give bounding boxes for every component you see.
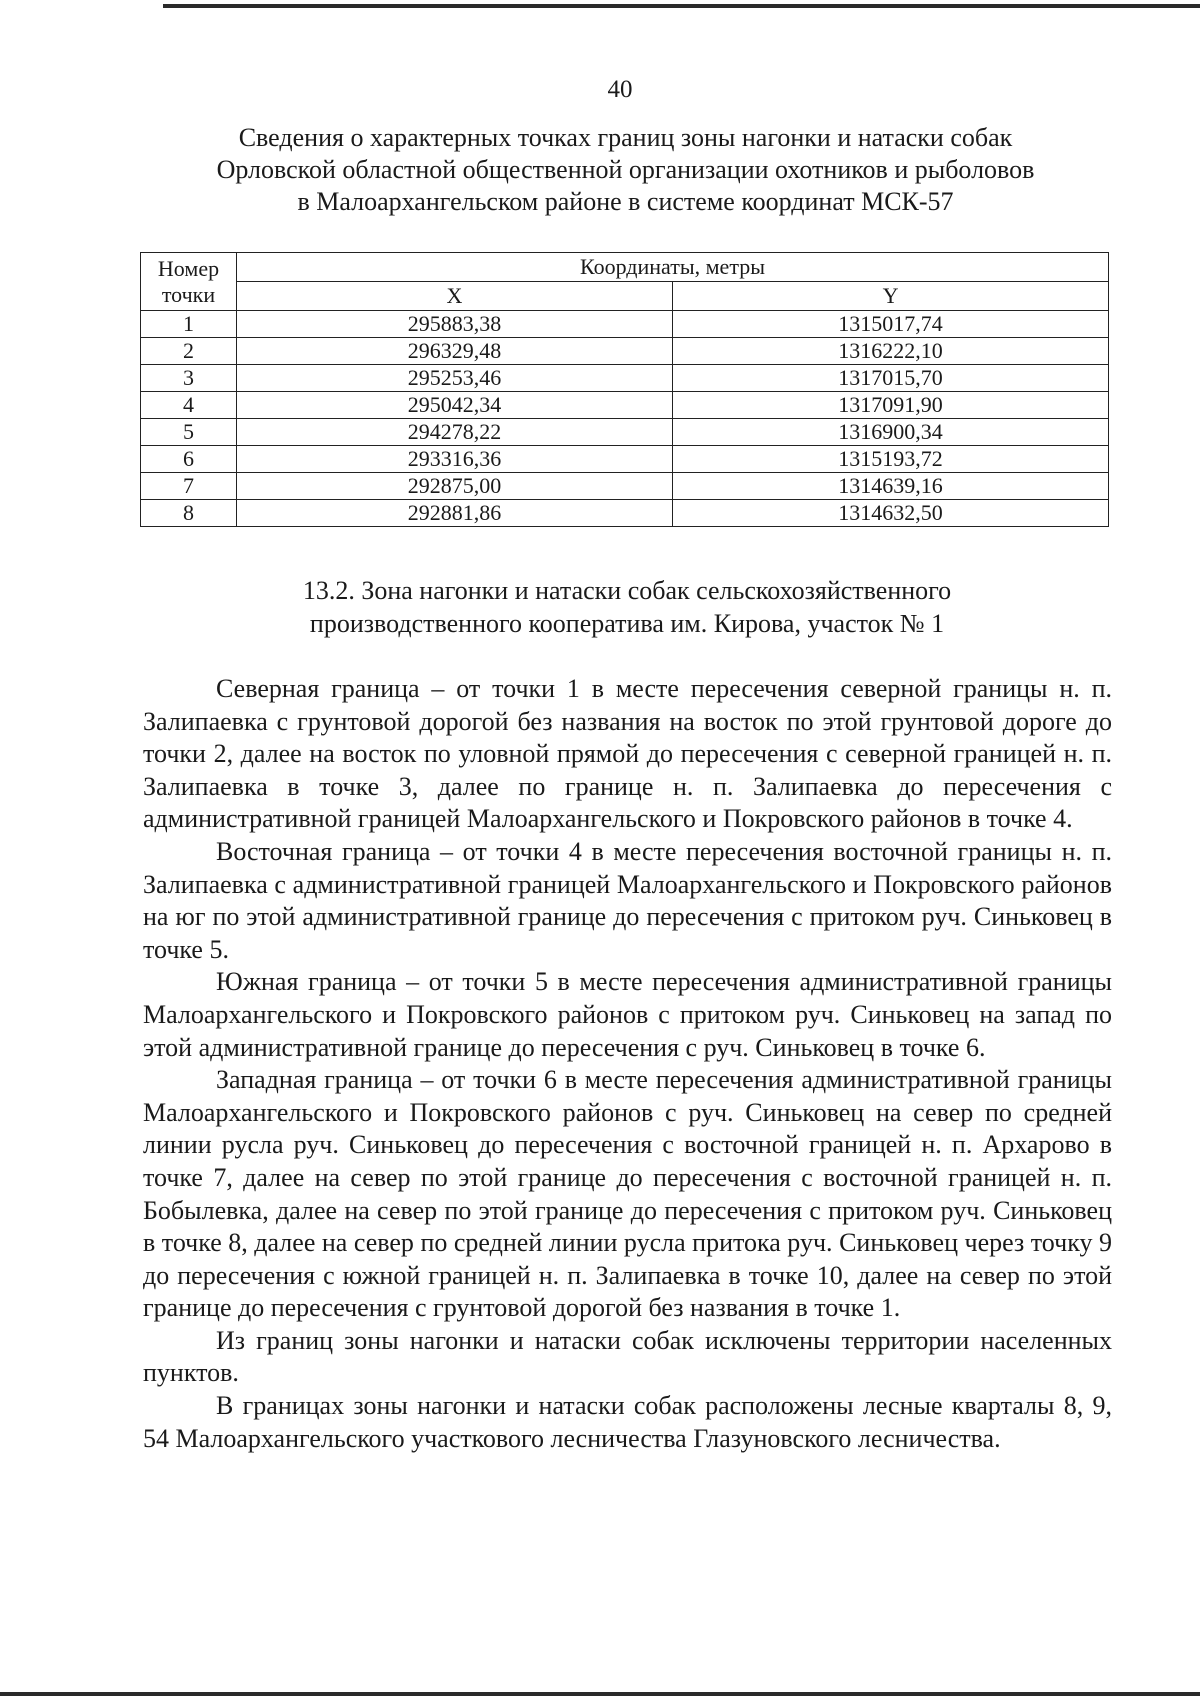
paragraph-east-boundary: Восточная граница – от точки 4 в месте пересечения восточной границы н. п. Залипаевка с административной границей Малоархангельского и Покровского районов на юг по этой административной границе до пересечения с притоком руч. Синьковец в точке 5. bbox=[143, 836, 1112, 964]
paragraph-exclusions: Из границ зоны нагонки и натаски собак исключены территории населенных пунктов. bbox=[143, 1325, 1112, 1388]
cell-x: 292881,86 bbox=[237, 500, 673, 527]
section-heading-line: производственного кооператива им. Кирова, участок № 1 bbox=[309, 609, 945, 638]
cell-x: 295042,34 bbox=[237, 392, 673, 419]
header-x: X bbox=[237, 282, 673, 311]
cell-point-number: 7 bbox=[141, 473, 237, 500]
header-coordinates: Координаты, метры bbox=[237, 253, 1109, 282]
cell-y: 1317091,90 bbox=[673, 392, 1109, 419]
heading-line: Орловской областной общественной организации охотников и рыболовов bbox=[216, 155, 1035, 184]
cell-y: 1314632,50 bbox=[673, 500, 1109, 527]
table-row bbox=[141, 392, 1109, 419]
table-header-row bbox=[141, 282, 1109, 311]
cell-point-number: 6 bbox=[141, 446, 237, 473]
cell-y: 1315017,74 bbox=[673, 311, 1109, 338]
paragraph-forest-quarters: В границах зоны нагонки и натаски собак расположены лесные кварталы 8, 9, 54 Малоархангельского участкового лесничества Глазуновского лесничества. bbox=[143, 1391, 1112, 1453]
bottom-scan-border bbox=[0, 1692, 1200, 1696]
cell-y: 1314639,16 bbox=[673, 473, 1109, 500]
table-row bbox=[141, 338, 1109, 365]
cell-point-number: 8 bbox=[141, 500, 237, 527]
document-heading bbox=[142, 122, 1109, 218]
table-row bbox=[141, 419, 1109, 446]
cell-point-number: 5 bbox=[141, 419, 237, 446]
cell-point-number: 2 bbox=[141, 338, 237, 365]
header-point-number-line1: Номер bbox=[157, 255, 220, 281]
coordinates-table bbox=[140, 252, 1109, 527]
header-y: Y bbox=[673, 282, 1109, 311]
section-heading-line: 13.2. Зона нагонки и натаски собак сельскохозяйственного bbox=[302, 576, 952, 605]
cell-y: 1316900,34 bbox=[673, 419, 1109, 446]
paragraph-south-boundary: Южная граница – от точки 5 в месте пересечения административной границы Малоархангельского и Покровского районов с притоком руч. Синьковец на запад по этой административной границе до пересечения с руч. Синьковец в точке 6. bbox=[143, 967, 1112, 1062]
cell-x: 296329,48 bbox=[237, 338, 673, 365]
header-point-number-line2: точки bbox=[161, 281, 216, 307]
cell-y: 1315193,72 bbox=[673, 446, 1109, 473]
cell-point-number: 3 bbox=[141, 365, 237, 392]
heading-line: в Малоархангельском районе в системе координат МСК-57 bbox=[297, 187, 954, 216]
paragraph-north-boundary: Северная граница – от точки 1 в месте пересечения северной границы н. п. Залипаевка с грунтовой дорогой без названия на восток по этой грунтовой дороге до точки 2, далее на восток по уловной прямой до пересечения с северной границей н. п. Залипаевка в точке 3, далее по границе н. п. Залипаевка до пересечения с административной границей Малоархангельского и Покровского районов в точке 4. bbox=[143, 674, 1112, 834]
heading-line: Сведения о характерных точках границ зоны нагонки и натаски собак bbox=[238, 123, 1013, 152]
table-row bbox=[141, 473, 1109, 500]
table-row bbox=[141, 311, 1109, 338]
table-header-row bbox=[141, 253, 1109, 282]
cell-x: 295253,46 bbox=[237, 365, 673, 392]
top-scan-border bbox=[163, 4, 1200, 8]
cell-x: 293316,36 bbox=[237, 446, 673, 473]
cell-x: 294278,22 bbox=[237, 419, 673, 446]
table-row bbox=[141, 365, 1109, 392]
table-row bbox=[141, 500, 1109, 527]
paragraph-west-boundary: Западная граница – от точки 6 в месте пересечения административной границы Малоархангельского и Покровского районов с руч. Синьковец на север по средней линии русла руч. Синьковец до пересечения с восточной границей н. п. Архарово в точке 7, далее на север по этой границе до пересечения с восточной границей н. п. Бобылевка, далее на север по этой границе до пересечения с притоком руч. Синьковец в точке 8, далее на север по средней линии русла притока руч. Синьковец через точку 9 до пересечения с южной границей н. п. Залипаевка в точке 10, далее на север по этой границе до пересечения с грунтовой дорогой без названия в точке 1. bbox=[143, 1065, 1112, 1323]
cell-x: 292875,00 bbox=[237, 473, 673, 500]
cell-point-number: 4 bbox=[141, 392, 237, 419]
cell-y: 1317015,70 bbox=[673, 365, 1109, 392]
table-row bbox=[141, 446, 1109, 473]
body-text bbox=[143, 673, 1112, 1455]
page-number: 40 bbox=[607, 76, 633, 103]
section-heading bbox=[142, 574, 1112, 640]
header-point-number bbox=[141, 253, 237, 311]
cell-x: 295883,38 bbox=[237, 311, 673, 338]
cell-point-number: 1 bbox=[141, 311, 237, 338]
cell-y: 1316222,10 bbox=[673, 338, 1109, 365]
